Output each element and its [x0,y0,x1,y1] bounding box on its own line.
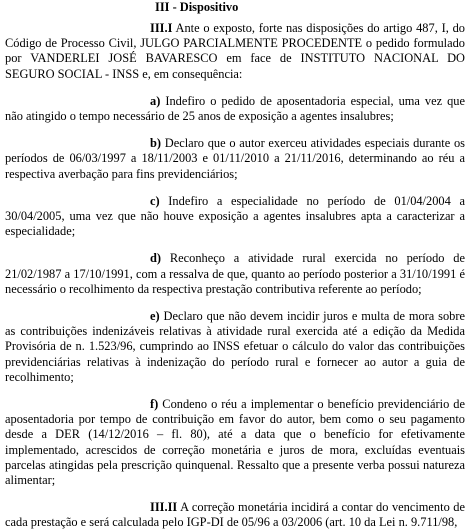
paragraph-text: Ante o exposto, forte nas disposições do artigo 487, I, do Código de Processo Civil, JULGO PARCIALMENTE PROCEDENTE o pedido formulado por VANDERLEI JOSÉ BAVARESCO em face de INSTITUTO NACIONAL DO SEGURO SOCIAL - INSS e, em consequência: [5,21,465,81]
paragraph-e [5,309,465,385]
paragraph-text: Indefiro a especialidade no período de 01/04/2004 a 30/04/2005, uma vez que não houve exposição a agentes insalubres apta a caracterizar a especialidade; [5,193,465,239]
paragraph-iii-i [5,21,465,82]
paragraph-prefix: f) [150,397,159,412]
paragraph-prefix: III.II [150,500,178,515]
paragraph-prefix: e) [150,309,160,324]
paragraph-a [5,94,465,124]
paragraph-b [5,136,465,182]
paragraph-prefix: b) [150,136,162,151]
paragraph-f [5,397,465,488]
paragraph-text: Reconheço a atividade rural exercida no período de 21/02/1987 a 17/10/1991, com a ressalva de que, quanto ao período posterior a 31/10/1991 é necessário o recolhimento da respectiva prestação contributiva referente ao período; [5,251,465,296]
paragraph-text: Declaro que não devem incidir juros e multa de mora sobre as contribuições indenizáveis relativas à atividade rural exercida até a edição da Medida Provisória de n. 1.523/96, cumprindo ao INSS efetuar o cálculo do valor das contribuições previdenciárias relativas à indenização do período rural e fornecer ao autor a guia de recolhimento; [5,309,465,384]
paragraph-prefix: c) [150,193,160,208]
paragraph-text: Indefiro o pedido de aposentadoria especial, uma vez que não atingido o tempo necessário de 25 anos de exposição a agentes insalubres; [5,93,465,124]
paragraph-prefix: a) [150,93,161,108]
paragraph-text: Condeno o réu a implementar o benefício previdenciário de aposentadoria por tempo de contribuição em favor do autor, bem como o seu pagamento desde a DER (14/12/2016 – fl. 80), até a data que o benefício for efetivamente implementado, acrescidos de correção monetária e juros de mora, excluídas eventuais parcelas atingidas pela prescrição quinquenal. Ressalto que a presente verba possui natureza alimentar; [5,397,465,488]
section-heading: III - Dispositivo [155,0,239,14]
paragraph-d [5,251,465,297]
paragraph-text: A correção monetária incidirá a contar do vencimento de cada prestação e será calculada pelo IGP-DI de 05/96 a 03/2006 (art. 10 da Lei n. 9.711/98, [5,500,465,530]
paragraph-iii-ii [5,500,465,530]
paragraph-prefix: III.I [150,21,173,35]
paragraph-text: Declaro que o autor exerceu atividades especiais durante os períodos de 06/03/1997 a 18/11/2003 e 01/11/2010 a 21/11/2016, determinando ao réu a respectiva averbação para fins previdenciários; [5,136,465,181]
paragraph-c [5,194,465,240]
paragraph-prefix: d) [150,251,162,266]
